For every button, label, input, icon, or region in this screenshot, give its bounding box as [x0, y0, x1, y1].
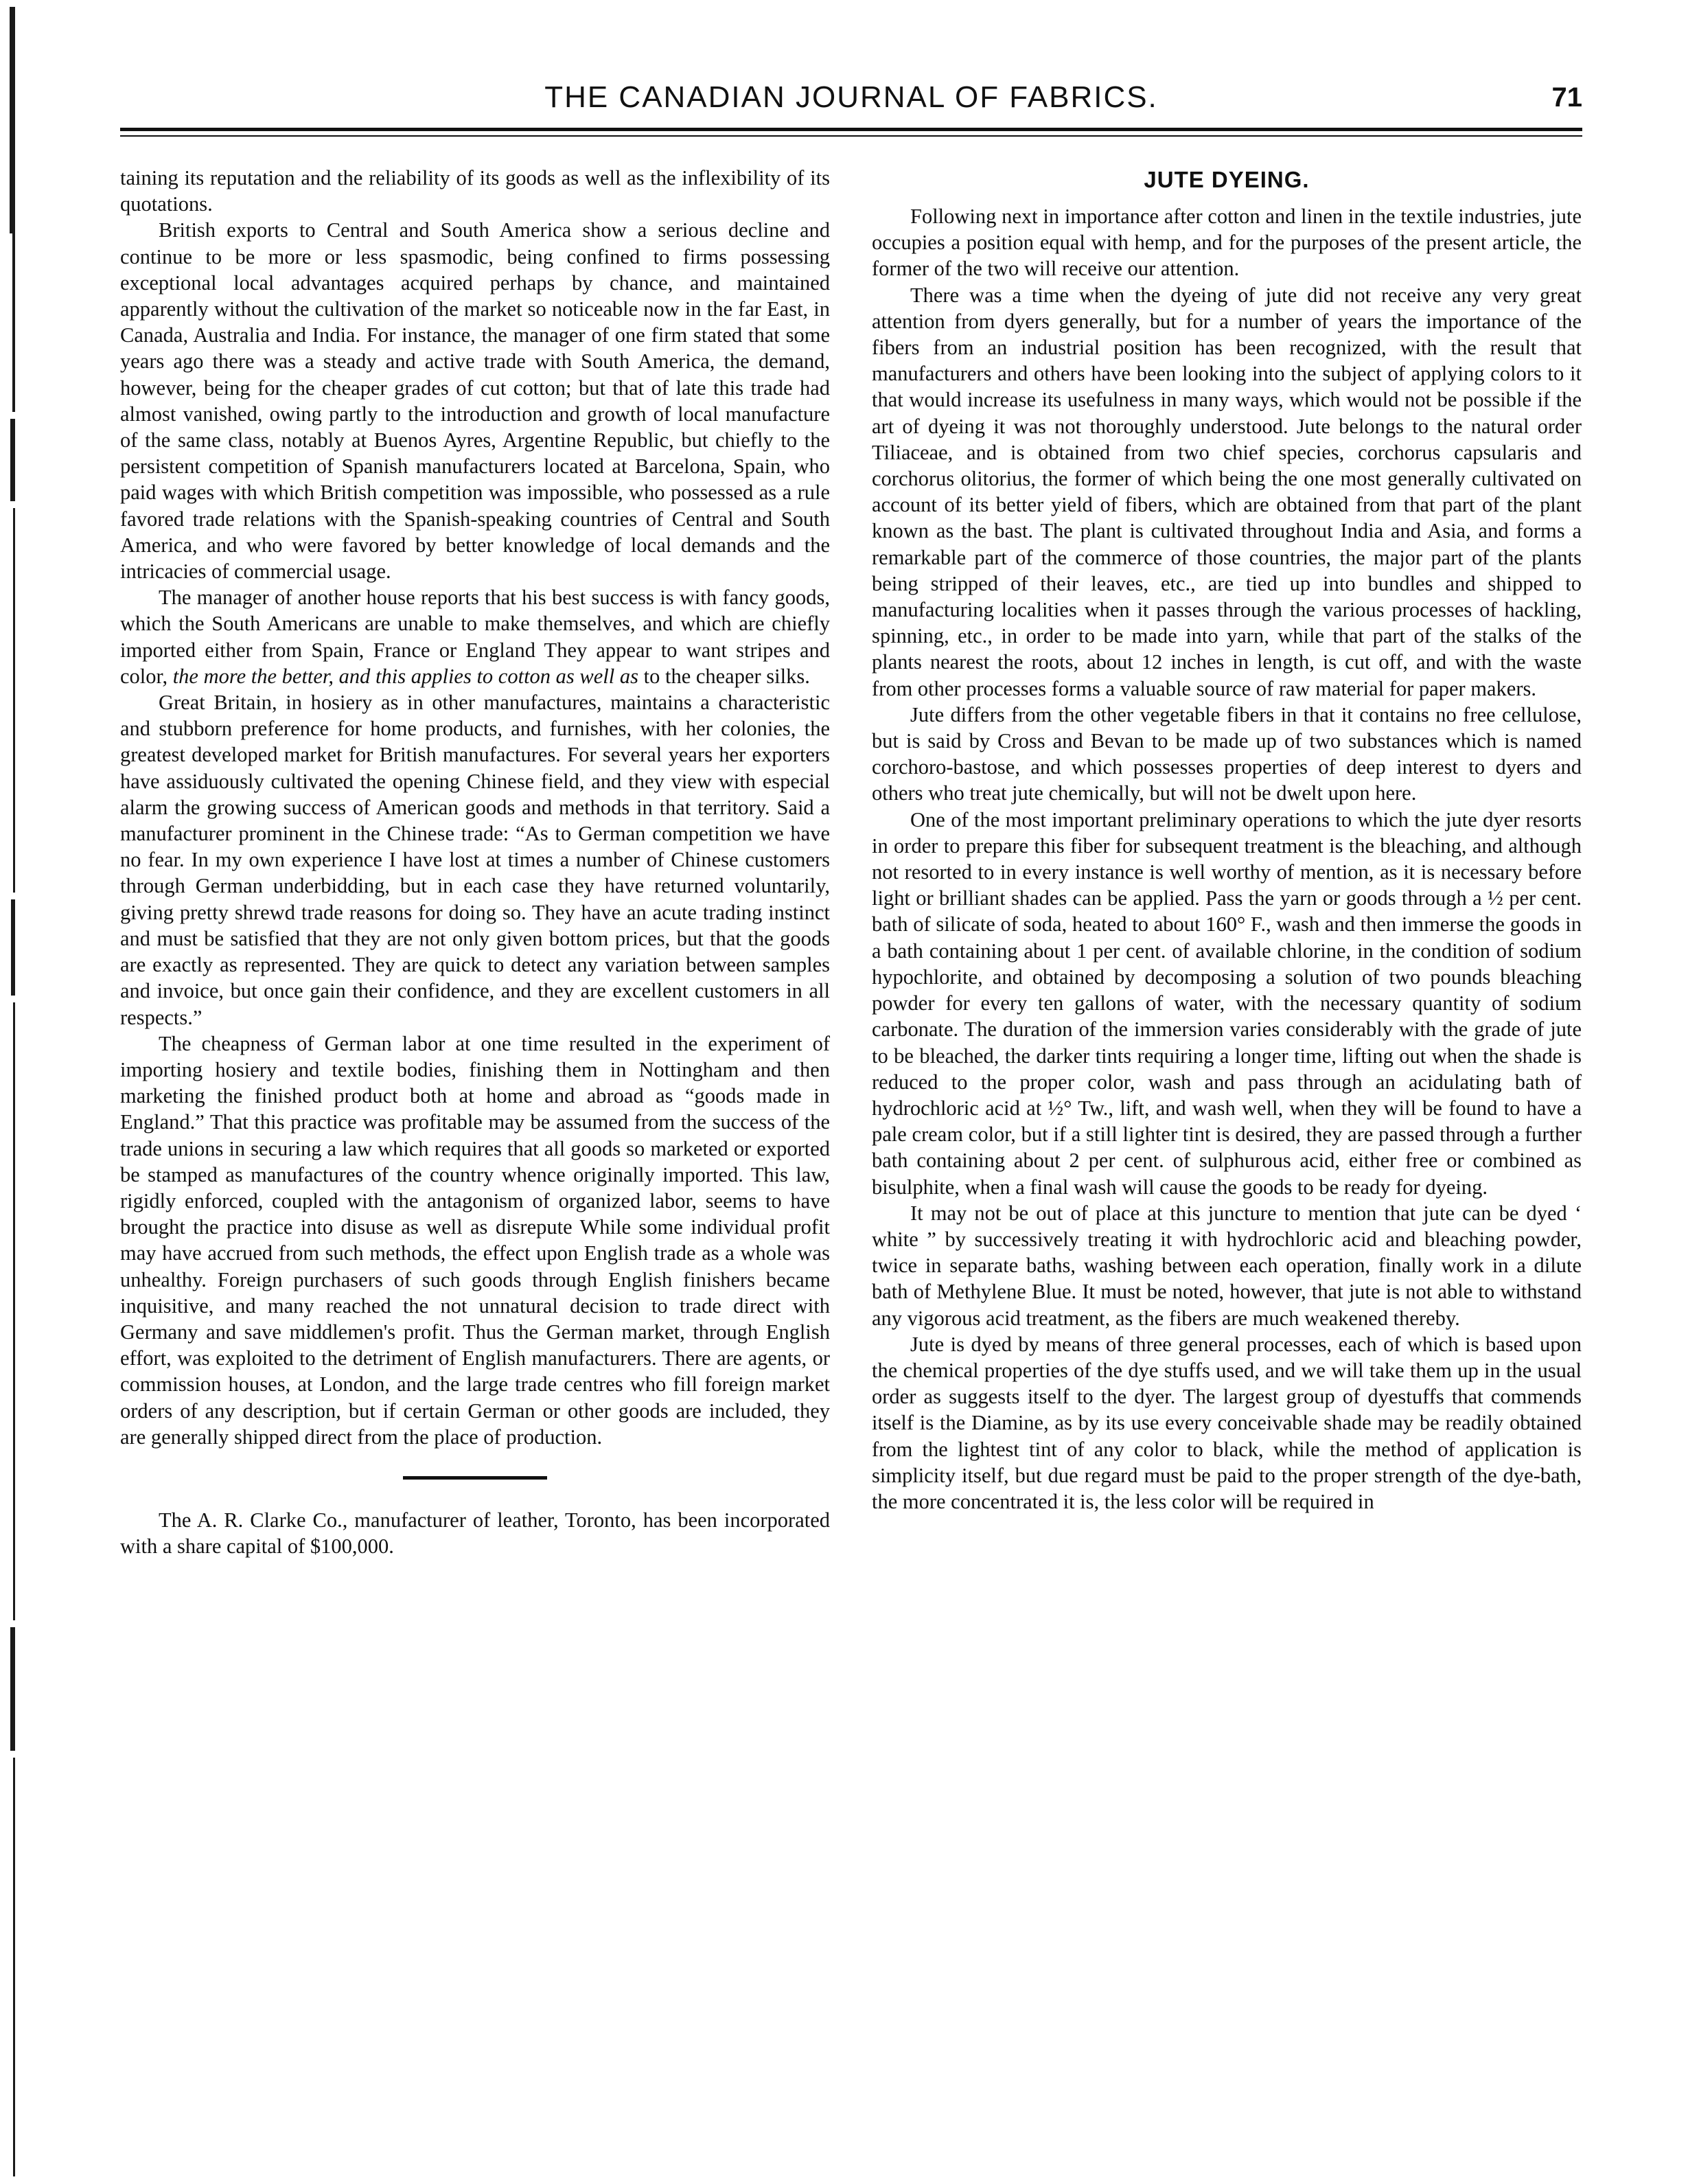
right-column [872, 165, 1582, 1515]
left-column [120, 165, 830, 1559]
paragraph: Jute differs from the other vegetable fibers in that it contains no free cellulose, but is said by Cross and Bevan to be made up of two substances which is named corchoro-bastose, and which possesses properties of deep interest to dyers and others who treat jute chemically, but will not be dwelt upon here. [872, 702, 1582, 805]
paragraph: One of the most important preliminary operations to which the jute dyer resorts in order to prepare this fiber for subsequent treatment is the bleaching, and although not resorted to in every instance is well worthy of mention, as it is necessary before light or brilliant shades can be applied. Pass the yarn or goods through a ½ per cent. bath of silicate of soda, heated to about 160° F., wash and then immerse the goods in a bath containing about 1 per cent. of available chlorine, in the condition of sodium hypochlorite, and obtained by decomposing a solution of two pounds bleaching powder for every ten gallons of water, with the necessary quantity of sodium carbonate. The duration of the immersion varies considerably with the grade of jute to be bleached, the darker tints requiring a longer time, lifting out when the shade is reduced to the proper color, wash and pass through an acidulating bath of hydrochloric acid at ½° Tw., lift, and wash well, when they will be found to have a pale cream color, but if a still lighter tint is desired, they are passed through a further bath containing about 2 per cent. of sulphurous acid, either free or combined as bisulphite, when a final wash will cause the goods to be ready for dyeing. [872, 807, 1582, 1199]
running-header [120, 77, 1582, 125]
paragraph: taining its reputation and the reliability of its goods as well as the inflexibility of its quotations. [120, 166, 830, 216]
paragraph: The cheapness of German labor at one time resulted in the experiment of importing hosiery and textile bodies, finishing them in Nottingham and then marketing the finished product both at home and abroad as “goods made in England.” That this practice was profitable may be assumed from the success of the trade unions in securing a law which requires that all goods so marketed or exported be stamped as manufactures of the country whence originally imported. This law, rigidly enforced, coupled with the antagonism of organized labor, seems to have brought the practice into disuse as well as disrepute While some individual profit may have accrued from such methods, the effect upon English trade as a whole was unhealthy. Foreign purchasers of such goods through English finishers became inquisitive, and many reached the not unnatural decision to trade direct with Germany and save middlemen's profit. Thus the German market, through English effort, was exploited to the detriment of English manufacturers. There are agents, or commission houses, at London, and the large trade centres who fill foreign market orders of any description, but if certain German or other goods are included, they are generally shipped direct from the place of production. [120, 1031, 830, 1449]
header-rule-thick [120, 128, 1582, 131]
paragraph: British exports to Central and South America show a serious decline and continue to be more or less spasmodic, being confined to firms possessing exceptional local advantages acquired perhaps by chance, and maintained apparently without the cultivation of the market so noticeable now in the far East, in Canada, Australia and India. For instance, the manager of one firm stated that some years ago there was a steady and active trade with South America, the demand, however, being for the cheaper grades of cut cotton; but that of late this trade had almost vanished, owing partly to the introduction and growth of local manufacture of the same class, notably at Buenos Ayres, Argentine Republic, but chiefly to the persistent competition of Spanish manufacturers located at Barcelona, Spain, who paid wages with which British competition was impossible, who possessed as a rule favored trade relations with the Spanish-speaking countries of Central and South America, and who were favored by better knowledge of local demands and the intricacies of commercial usage. [120, 218, 830, 584]
paragraph: Following next in importance after cotton and linen in the textile industries, jute occupies a position equal with hemp, and for the purposes of the present article, the former of the two will receive our attention. [872, 205, 1582, 281]
header-rule-thin [120, 135, 1582, 137]
journal-title: THE CANADIAN JOURNAL OF FABRICS. [544, 80, 1158, 114]
italic-phrase: the more the better, and this applies to cotton as well as [172, 664, 638, 688]
paragraph-text: The manager of another house reports that his best success is with fancy goods, which the South Americans are unable to make themselves, and which are chiefly imported either from Spain, France or England They appear to want stripes and color, [120, 586, 830, 688]
page-binding-edge [0, 0, 41, 2184]
paragraph-text: to the cheaper silks. [643, 664, 810, 688]
paragraph: Great Britain, in hosiery as in other manufactures, maintains a characteristic and stubborn preference for home products, and furnishes, with her colonies, the greatest developed market for British manufactures. For several years her exporters have assiduously cultivated the opening Chinese field, and they view with especial alarm the growing success of American goods and methods in that territory. Said a manufacturer prominent in the Chinese trade: “As to German competition we have no fear. In my own experience I have lost at times a number of Chinese customers through German underbidding, but in each case they have returned voluntarily, giving pretty shrewd trade reasons for doing so. They have an acute trading instinct and must be satisfied that they are not only given bottom prices, but that the goods are exactly as represented. They are quick to detect any variation between samples and invoice, but once gain their confidence, and they are excellent customers in all respects.” [120, 691, 830, 1029]
paragraph [120, 584, 830, 689]
article-heading: JUTE DYEING. [1144, 167, 1310, 192]
page-number: 71 [1551, 82, 1582, 113]
paragraph: Jute is dyed by means of three general processes, each of which is based upon the chemical properties of the dye stuffs used, and we will take them up in the usual order as suggests itself to the dyer. The largest group of dyestuffs that commends itself is the Diamine, as by its use every conceivable shade may be readily obtained from the lightest tint of any color to black, while the method of application is simplicity itself, but due regard must be paid to the proper strength of the dye-bath, the more concentrated it is, the less color will be required in [872, 1332, 1582, 1513]
section-divider [403, 1476, 547, 1480]
paragraph: It may not be out of place at this juncture to mention that jute can be dyed ‘ white ” by successively treating it with hydrochloric acid and bleaching powder, twice in separate baths, washing between each operation, finally work in a dilute bath of Methylene Blue. It must be noted, however, that jute is not able to withstand any vigorous acid treatment, as the fibers are much weakened thereby. [872, 1201, 1582, 1330]
paragraph: There was a time when the dyeing of jute did not receive any very great attention from dyers generally, but for a number of years the importance of the fibers from an industrial position has been recognized, with the result that manufacturers and others have been looking into the subject of applying colors to it that would increase its usefulness in many ways, which would not be possible if the art of dyeing it was not thoroughly understood. Jute belongs to the natural order Tiliaceae, and is obtained from two chief species, corchorus capsularis and corchorus olitorius, the former of which being the one most generally cultivated on account of its better yield of fibers, which are obtained from that part of the plant known as the bast. The plant is cultivated throughout India and Asia, and forms a remarkable part of the commerce of those countries, the major part of the plants being stripped of their leaves, etc., are tied up into bundles and shipped to manufacturing localities when it passes through the various processes of hackling, spinning, etc., in order to be made into yarn, while that part of the stalks of the plants nearest the roots, about 12 inches in length, is cut off, and with the waste from other processes forms a valuable source of raw material for paper makers. [872, 283, 1582, 700]
news-note: The A. R. Clarke Co., manufacturer of leather, Toronto, has been incorporated with a share capital of $100,000. [120, 1508, 830, 1559]
